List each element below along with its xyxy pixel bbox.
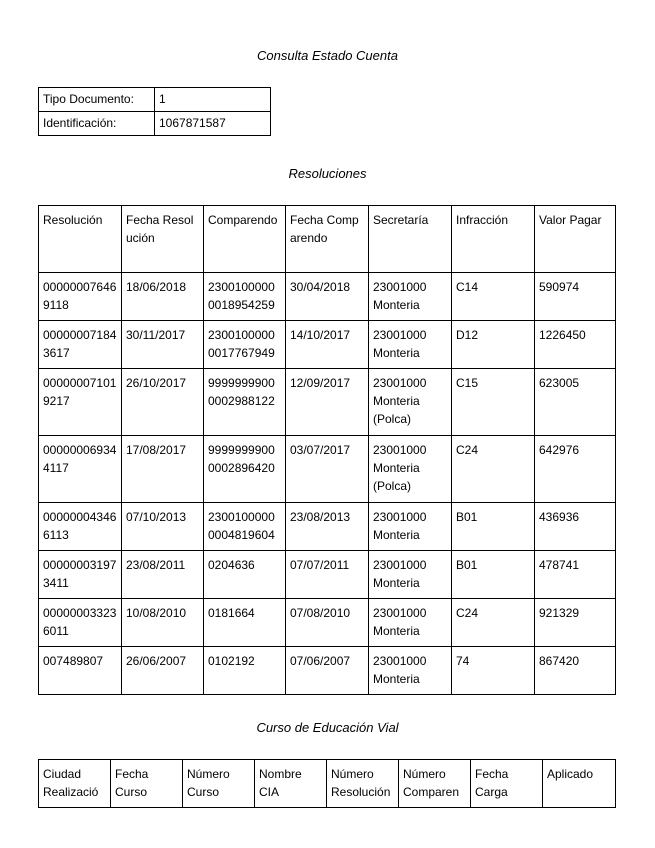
table-cell: C14 [452, 273, 535, 321]
table-row [39, 647, 616, 695]
column-header: Fecha Resolución [122, 206, 204, 273]
table-cell: 921329 [535, 599, 616, 647]
table-row [39, 599, 616, 647]
table-row [39, 321, 616, 369]
table-cell: 99999999000002988122 [204, 369, 286, 436]
resoluciones-title: Resoluciones [288, 166, 367, 181]
identificacion-value: 1067871587 [155, 112, 271, 136]
table-cell: 1226450 [535, 321, 616, 369]
table-cell: 007489807 [39, 647, 122, 695]
table-cell: 000000043466113 [39, 503, 122, 551]
table-cell: 17/08/2017 [122, 436, 204, 503]
table-cell: 23001000 Monteria [369, 321, 452, 369]
table-cell: 867420 [535, 647, 616, 695]
table-cell: B01 [452, 503, 535, 551]
table-cell: 000000076469118 [39, 273, 122, 321]
table-cell: 623005 [535, 369, 616, 436]
column-header: Ciudad Realizació [39, 760, 111, 808]
table-cell: 000000071019217 [39, 369, 122, 436]
info-row-identificacion [39, 112, 271, 136]
column-header: Fecha Comparendo [286, 206, 369, 273]
info-row-tipo [39, 88, 271, 112]
table-row [39, 273, 616, 321]
table-cell: 23001000 Monteria [369, 647, 452, 695]
table-header-row [39, 760, 616, 808]
table-cell: 000000069344117 [39, 436, 122, 503]
table-cell: 12/09/2017 [286, 369, 369, 436]
table-cell: B01 [452, 551, 535, 599]
column-header: Fecha Curso [111, 760, 183, 808]
table-cell: 10/08/2010 [122, 599, 204, 647]
table-cell: 23/08/2013 [286, 503, 369, 551]
table-row [39, 436, 616, 503]
table-cell: 26/06/2007 [122, 647, 204, 695]
column-header: Número Curso [183, 760, 255, 808]
table-cell: 436936 [535, 503, 616, 551]
column-header: Nombre CIA [255, 760, 327, 808]
table-cell: 642976 [535, 436, 616, 503]
column-header: Secretaría [369, 206, 452, 273]
table-cell: 74 [452, 647, 535, 695]
table-cell: 23001000 Monteria [369, 551, 452, 599]
table-cell: 0181664 [204, 599, 286, 647]
column-header: Resolución [39, 206, 122, 273]
table-row [39, 503, 616, 551]
table-cell: 07/08/2010 [286, 599, 369, 647]
table-cell: 99999999000002896420 [204, 436, 286, 503]
table-cell: 590974 [535, 273, 616, 321]
table-row [39, 551, 616, 599]
table-row [39, 369, 616, 436]
column-header: Número Comparen [399, 760, 471, 808]
table-cell: 000000071843617 [39, 321, 122, 369]
table-cell: 000000031973411 [39, 551, 122, 599]
curso-title: Curso de Educación Vial [256, 720, 399, 735]
table-cell: 23001000 Monteria [369, 273, 452, 321]
column-header: Valor Pagar [535, 206, 616, 273]
table-header-row [39, 206, 616, 273]
table-cell: 23001000 Monteria (Polca) [369, 369, 452, 436]
column-header: Fecha Carga [471, 760, 543, 808]
table-cell: 478741 [535, 551, 616, 599]
table-cell: 07/07/2011 [286, 551, 369, 599]
table-cell: C24 [452, 436, 535, 503]
column-header: Comparendo [204, 206, 286, 273]
table-cell: C24 [452, 599, 535, 647]
tipo-documento-label: Tipo Documento: [39, 88, 155, 112]
table-cell: 23001000000004819604 [204, 503, 286, 551]
table-cell: 23001000 Monteria [369, 599, 452, 647]
resoluciones-table [38, 205, 616, 695]
column-header: Infracción [452, 206, 535, 273]
table-cell: 23/08/2011 [122, 551, 204, 599]
table-cell: 07/10/2013 [122, 503, 204, 551]
table-cell: 0204636 [204, 551, 286, 599]
table-cell: 23001000000018954259 [204, 273, 286, 321]
table-cell: 30/04/2018 [286, 273, 369, 321]
table-cell: D12 [452, 321, 535, 369]
table-cell: C15 [452, 369, 535, 436]
table-cell: 000000033236011 [39, 599, 122, 647]
curso-table [38, 759, 616, 808]
tipo-documento-value: 1 [155, 88, 271, 112]
table-cell: 0102192 [204, 647, 286, 695]
table-cell: 07/06/2007 [286, 647, 369, 695]
page-title: Consulta Estado Cuenta [257, 48, 398, 63]
table-cell: 26/10/2017 [122, 369, 204, 436]
table-cell: 14/10/2017 [286, 321, 369, 369]
table-cell: 30/11/2017 [122, 321, 204, 369]
column-header: Número Resolución [327, 760, 399, 808]
table-cell: 23001000 Monteria (Polca) [369, 436, 452, 503]
identificacion-label: Identificación: [39, 112, 155, 136]
document-info-table [38, 87, 271, 136]
column-header: Aplicado [543, 760, 616, 808]
table-cell: 03/07/2017 [286, 436, 369, 503]
table-cell: 23001000 Monteria [369, 503, 452, 551]
table-cell: 23001000000017767949 [204, 321, 286, 369]
table-cell: 18/06/2018 [122, 273, 204, 321]
